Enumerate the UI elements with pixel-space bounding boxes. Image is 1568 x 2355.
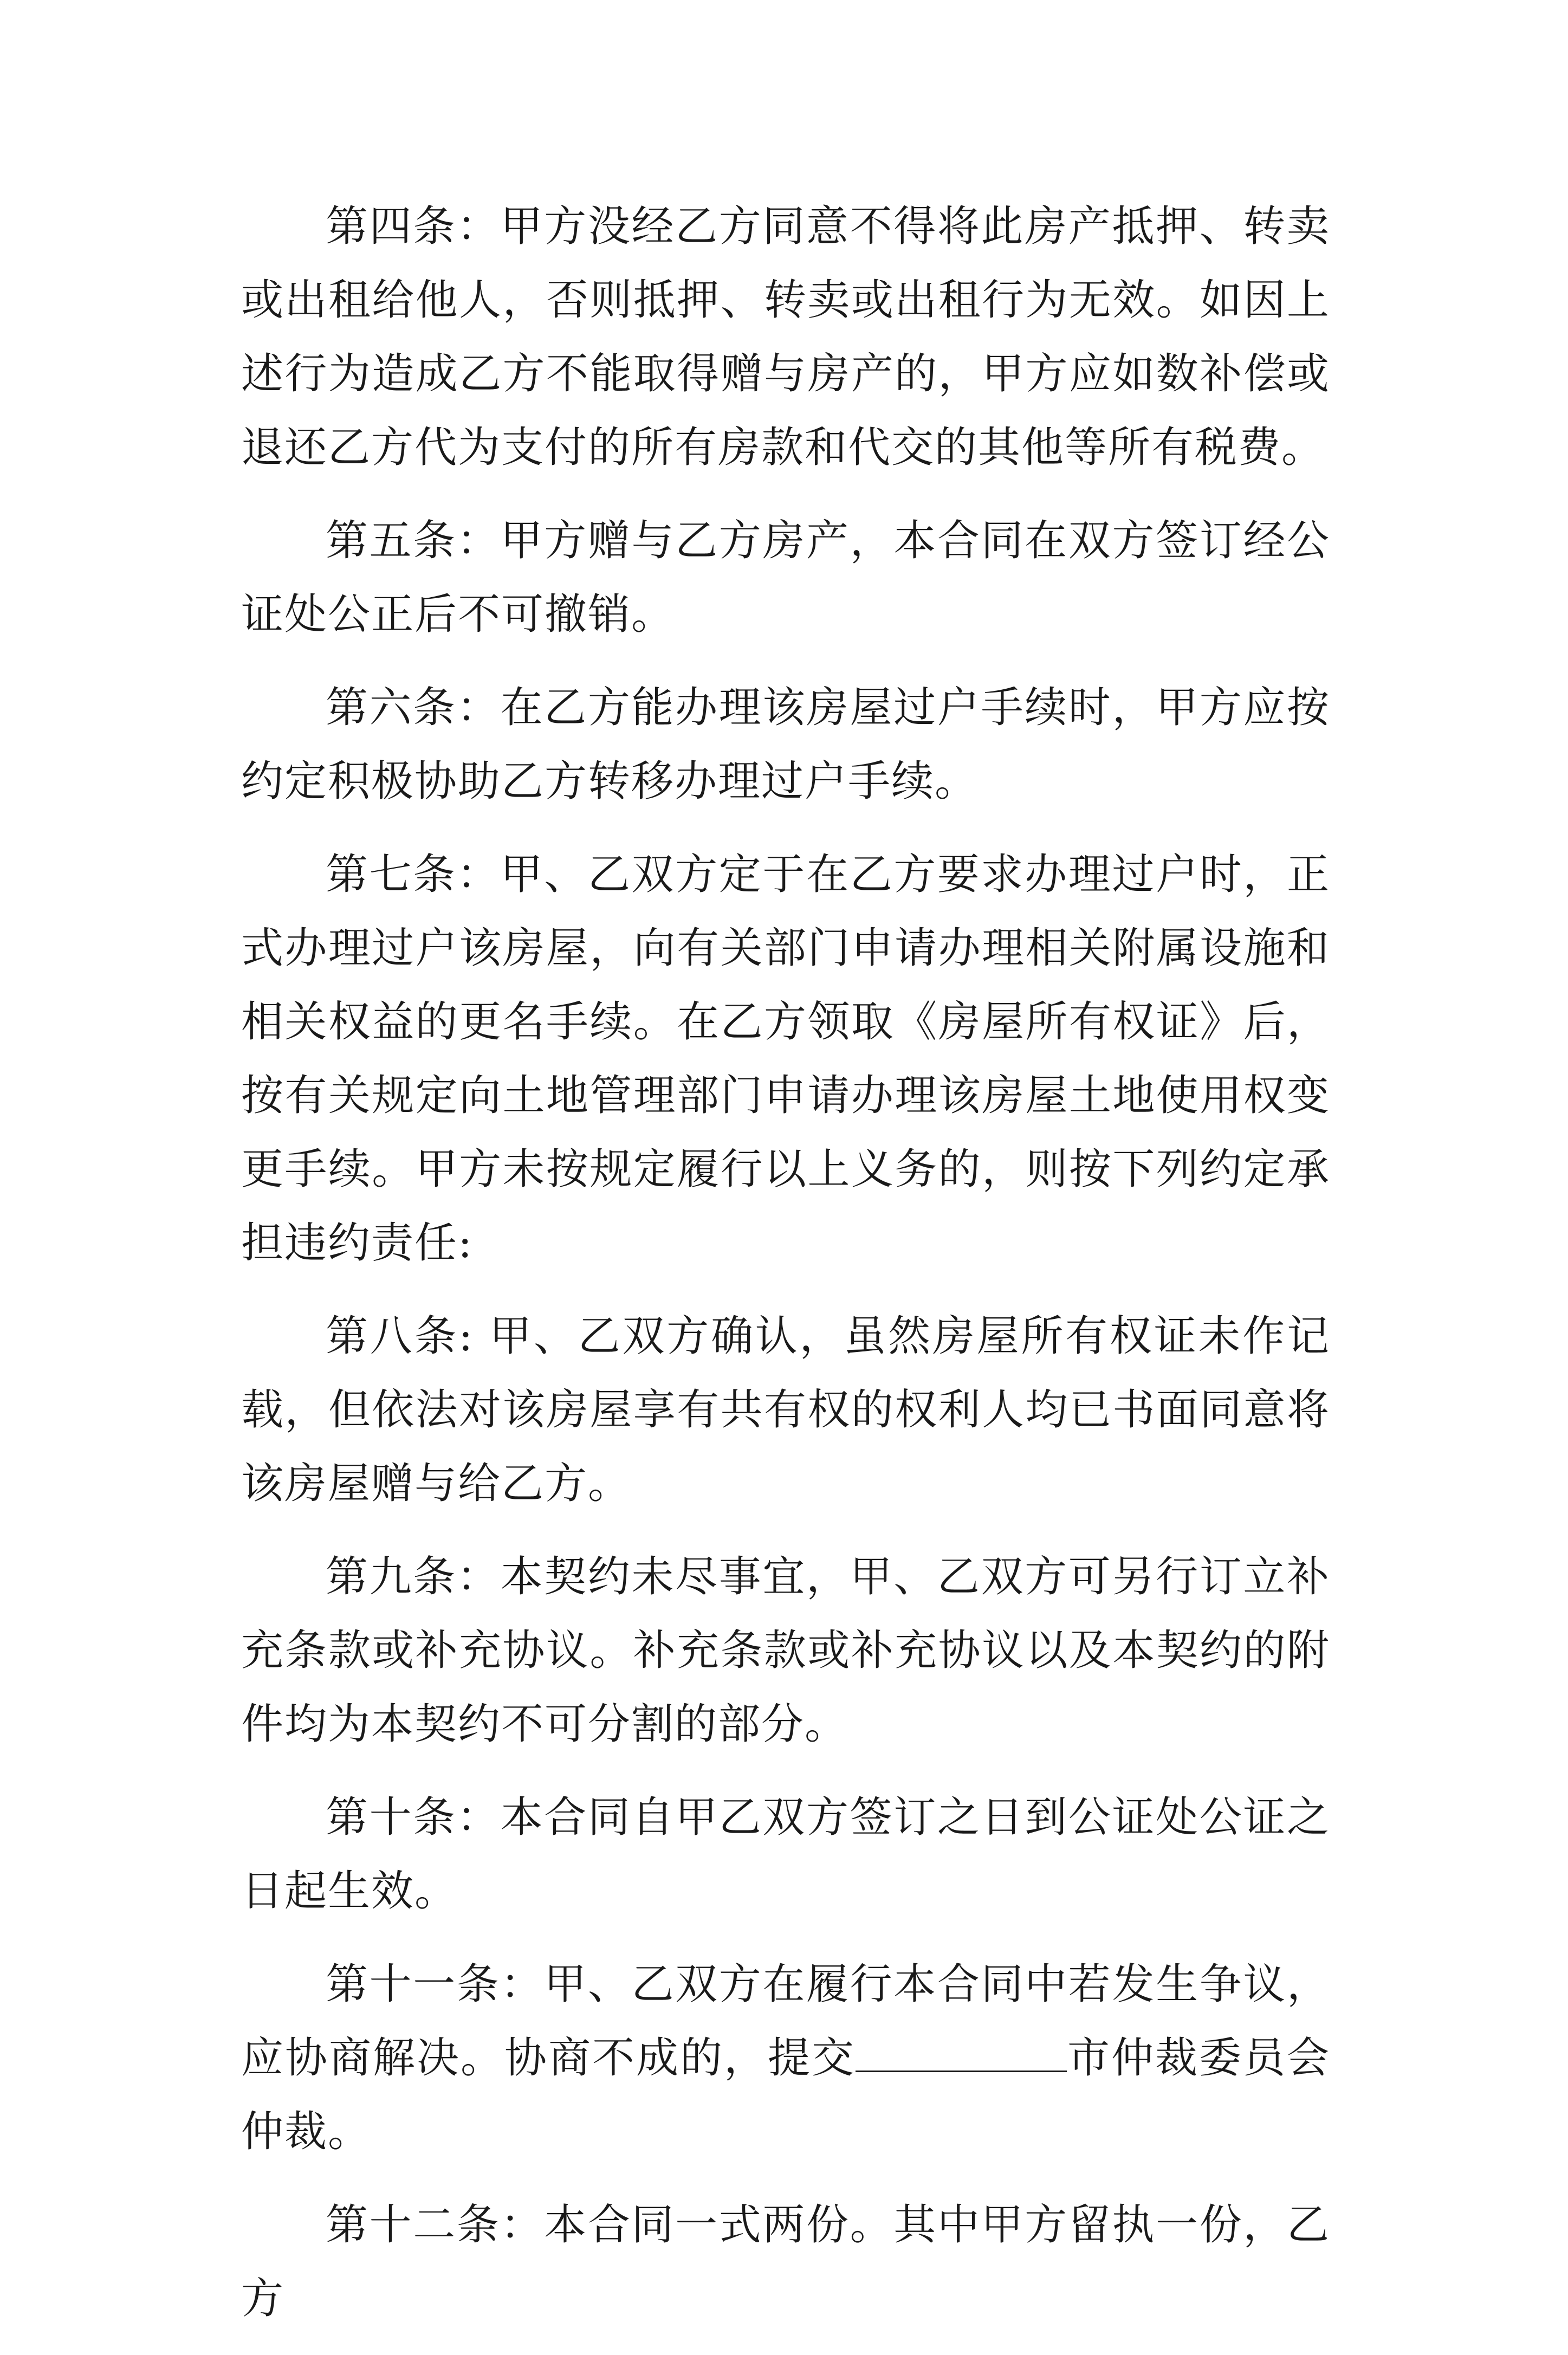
clause-8: 第八条: 甲、乙双方确认，虽然房屋所有权证未作记载，但依法对该房屋享有共有权的权利人均已书面同意将该房屋赠与给乙方。 [241,1312,1330,1508]
clause-11-before: 第十一条：甲、乙双方在履行本合同中若发生争议，应协商解决。协商不成的，提交 [241,1960,1330,2082]
clause-9: 第九条：本契约未尽事宜，甲、乙双方可另行订立补充条款或补充协议。补充条款或补充协议以及本契约的附件均为本契约不可分割的部分。 [241,1552,1330,1749]
clause-11-after: 市仲裁委员会仲裁。 [241,2034,1330,2156]
clause-4: 第四条：甲方没经乙方同意不得将此房产抵押、转卖或出租给他人，否则抵押、转卖或出租行为无效。如因上述行为造成乙方不能取得赠与房产的，甲方应如数补偿或退还乙方代为支付的所有房款和代交的其他等所有税费。 [241,202,1330,472]
clause-10: 第十条：本合同自甲乙双方签订之日到公证处公证之日起生效。 [241,1793,1330,1916]
clause-12: 第十二条：本合同一式两份。其中甲方留执一份，乙方 [241,2201,1330,2323]
document-page [241,190,1330,2355]
clause-11 [241,1948,1330,2169]
clause-6: 第六条：在乙方能办理该房屋过户手续时，甲方应按约定积极协助乙方转移办理过户手续。 [241,683,1330,806]
arbitration-city-blank[interactable] [856,2033,1067,2072]
clause-7: 第七条：甲、乙双方定于在乙方要求办理过户时，正式办理过户该房屋，向有关部门申请办理相关附属设施和相关权益的更名手续。在乙方领取《房屋所有权证》后，按有关规定向土地管理部门申请办理该房屋土地使用权变更手续。甲方未按规定履行以上义务的，则按下列约定承担违约责任: [241,850,1330,1267]
clause-5: 第五条：甲方赠与乙方房产，本合同在双方签订经公证处公正后不可撤销。 [241,516,1330,639]
